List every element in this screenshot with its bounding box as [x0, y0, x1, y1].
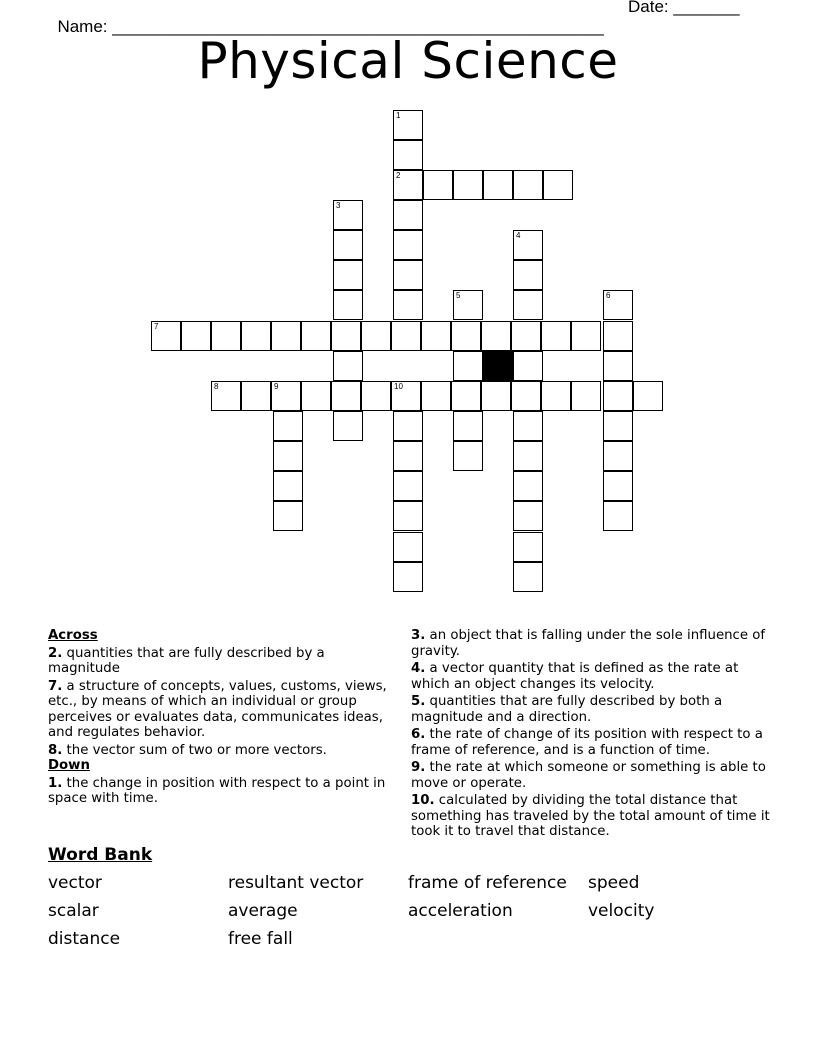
- grid-cell[interactable]: [541, 381, 571, 411]
- grid-cell[interactable]: [391, 321, 421, 351]
- grid-cell[interactable]: [541, 321, 571, 351]
- grid-cell[interactable]: [513, 351, 543, 381]
- word-bank-item: vector: [48, 873, 102, 893]
- clue-text: quantities that are fully described by a magnitude: [48, 645, 325, 676]
- grid-cell[interactable]: [393, 260, 423, 290]
- grid-cell[interactable]: [513, 230, 543, 260]
- clue-text: calculated by dividing the total distance that something has traveled by the total amount of time it took it to travel that distance.: [411, 793, 770, 839]
- grid-cell[interactable]: [481, 381, 511, 411]
- clue-num: 7.: [48, 678, 63, 694]
- grid-cell[interactable]: [513, 471, 543, 501]
- clue-number: 8: [214, 382, 219, 391]
- clue-item: [48, 679, 388, 741]
- clue-number: 10: [394, 382, 403, 391]
- clue-num: 1.: [48, 775, 63, 791]
- grid-cell[interactable]: [511, 321, 541, 351]
- grid-cell[interactable]: [301, 381, 331, 411]
- grid-cell[interactable]: [603, 441, 633, 471]
- grid-cell[interactable]: [211, 381, 241, 411]
- grid-cell[interactable]: [453, 441, 483, 471]
- grid-cell[interactable]: [273, 501, 303, 531]
- clue-num: 10.: [411, 793, 435, 808]
- clue-num: 3.: [411, 628, 426, 643]
- grid-cell[interactable]: [271, 381, 301, 411]
- clue-num: 9.: [411, 760, 426, 775]
- clue-item: [411, 694, 771, 725]
- clues-right-column: [411, 628, 771, 840]
- grid-cell[interactable]: [513, 411, 543, 441]
- word-bank-item: frame of reference: [408, 873, 567, 893]
- grid-cell[interactable]: [331, 381, 361, 411]
- grid-cell[interactable]: [603, 321, 633, 351]
- grid-cell[interactable]: [301, 321, 331, 351]
- name-line: Name: ____________________________________________________: [57, 17, 604, 36]
- grid-cell[interactable]: [481, 321, 511, 351]
- clue-item: [48, 646, 388, 677]
- grid-cell[interactable]: [421, 381, 451, 411]
- grid-cell[interactable]: [421, 321, 451, 351]
- grid-cell[interactable]: [513, 170, 543, 200]
- grid-cell[interactable]: [603, 471, 633, 501]
- grid-cell[interactable]: [393, 230, 423, 260]
- clue-number: 5: [456, 291, 461, 300]
- down-clue-list-continued: [411, 628, 771, 840]
- grid-cell[interactable]: [423, 170, 453, 200]
- clue-text: the vector sum of two or more vectors.: [66, 742, 327, 758]
- down-heading: Down: [48, 758, 90, 773]
- clue-number: 9: [274, 382, 279, 391]
- grid-cell[interactable]: [393, 290, 423, 320]
- word-bank-item: speed: [588, 873, 640, 893]
- word-bank-item: average: [228, 901, 298, 921]
- clue-number: 1: [396, 111, 401, 120]
- grid-cell[interactable]: [513, 290, 543, 320]
- clue-item: [411, 793, 771, 840]
- down-clue-list: [48, 776, 388, 807]
- grid-cell[interactable]: [451, 321, 481, 351]
- word-bank-item: acceleration: [408, 901, 513, 921]
- grid-cell[interactable]: [511, 381, 541, 411]
- clue-text: quantities that are fully described by both a magnitude and a direction.: [411, 694, 723, 725]
- clue-number: 2: [396, 171, 401, 180]
- grid-cell[interactable]: [241, 321, 271, 351]
- clue-num: 4.: [411, 661, 426, 676]
- grid-cell[interactable]: [603, 351, 633, 381]
- grid-cell[interactable]: [181, 321, 211, 351]
- grid-cell[interactable]: [603, 290, 633, 320]
- grid-cell[interactable]: [393, 501, 423, 531]
- grid-cell[interactable]: [603, 411, 633, 441]
- clue-text: an object that is falling under the sole influence of gravity.: [411, 628, 766, 659]
- grid-cell[interactable]: [453, 411, 483, 441]
- grid-cell[interactable]: [393, 170, 423, 200]
- blocked-cell: [483, 351, 513, 381]
- grid-cell[interactable]: [333, 411, 363, 441]
- grid-cell[interactable]: [393, 562, 423, 592]
- grid-cell[interactable]: [273, 411, 303, 441]
- word-bank-item: velocity: [588, 901, 655, 921]
- grid-cell[interactable]: [333, 230, 363, 260]
- grid-cell[interactable]: [513, 441, 543, 471]
- grid-cell[interactable]: [543, 170, 573, 200]
- clue-num: 8.: [48, 742, 63, 758]
- clue-num: 5.: [411, 694, 426, 709]
- grid-cell[interactable]: [513, 501, 543, 531]
- grid-cell[interactable]: [151, 321, 181, 351]
- clue-item: [48, 776, 388, 807]
- clue-item: [411, 760, 771, 791]
- clue-num: 6.: [411, 727, 426, 742]
- grid-cell[interactable]: [513, 260, 543, 290]
- word-bank-item: distance: [48, 929, 121, 949]
- page-title: Physical Science: [197, 32, 619, 90]
- word-bank-title: Word Bank: [48, 845, 153, 865]
- grid-cell[interactable]: [393, 140, 423, 170]
- clue-item: [48, 743, 388, 759]
- grid-cell[interactable]: [571, 381, 601, 411]
- clue-num: 2.: [48, 645, 63, 661]
- grid-cell[interactable]: [273, 471, 303, 501]
- clues-left-column: [48, 628, 388, 807]
- clue-text: a structure of concepts, values, customs, views, etc., by means of which an individual or group perceives or evaluates data, communicates ideas, and regulates behavior.: [48, 678, 387, 740]
- date-line: Date: _______: [628, 0, 740, 16]
- word-bank-item: scalar: [48, 901, 99, 921]
- clue-text: the rate of change of its position with respect to a frame of reference, and is a function of time.: [411, 727, 763, 758]
- clue-item: [411, 727, 771, 758]
- across-heading: Across: [48, 628, 98, 643]
- grid-cell[interactable]: [393, 471, 423, 501]
- clue-number: 6: [606, 291, 611, 300]
- grid-cell[interactable]: [361, 321, 391, 351]
- clue-item: [411, 628, 771, 659]
- grid-cell[interactable]: [211, 321, 241, 351]
- grid-cell[interactable]: [273, 441, 303, 471]
- grid-cell[interactable]: [513, 532, 543, 562]
- word-bank-item: resultant vector: [228, 873, 364, 893]
- clue-text: the change in position with respect to a point in space with time.: [48, 775, 386, 806]
- grid-cell[interactable]: [333, 260, 363, 290]
- grid-cell[interactable]: [483, 170, 513, 200]
- across-clue-list: [48, 646, 388, 759]
- grid-cell[interactable]: [331, 321, 361, 351]
- grid-cell[interactable]: [393, 532, 423, 562]
- grid-cell[interactable]: [453, 290, 483, 320]
- clue-text: the rate at which someone or something is able to move or operate.: [411, 760, 766, 791]
- grid-cell[interactable]: [333, 351, 363, 381]
- clue-number: 7: [154, 322, 159, 331]
- clue-text: a vector quantity that is defined as the rate at which an object changes its velocity.: [411, 661, 739, 692]
- grid-cell[interactable]: [393, 411, 423, 441]
- grid-cell[interactable]: [271, 321, 301, 351]
- grid-cell[interactable]: [333, 290, 363, 320]
- grid-cell[interactable]: [451, 381, 481, 411]
- grid-cell[interactable]: [391, 381, 421, 411]
- clue-number: 3: [336, 201, 341, 210]
- word-bank-item: free fall: [228, 929, 293, 949]
- grid-cell[interactable]: [513, 562, 543, 592]
- grid-cell[interactable]: [603, 381, 633, 411]
- grid-cell[interactable]: [453, 170, 483, 200]
- grid-cell[interactable]: [393, 110, 423, 140]
- grid-cell[interactable]: [333, 200, 363, 230]
- clue-item: [411, 661, 771, 692]
- grid-cell[interactable]: [633, 381, 663, 411]
- clue-number: 4: [516, 231, 521, 240]
- grid-cell[interactable]: [361, 381, 391, 411]
- grid-cell[interactable]: [241, 381, 271, 411]
- grid-cell[interactable]: [453, 351, 483, 381]
- grid-cell[interactable]: [603, 501, 633, 531]
- grid-cell[interactable]: [393, 441, 423, 471]
- grid-cell[interactable]: [571, 321, 601, 351]
- grid-cell[interactable]: [393, 200, 423, 230]
